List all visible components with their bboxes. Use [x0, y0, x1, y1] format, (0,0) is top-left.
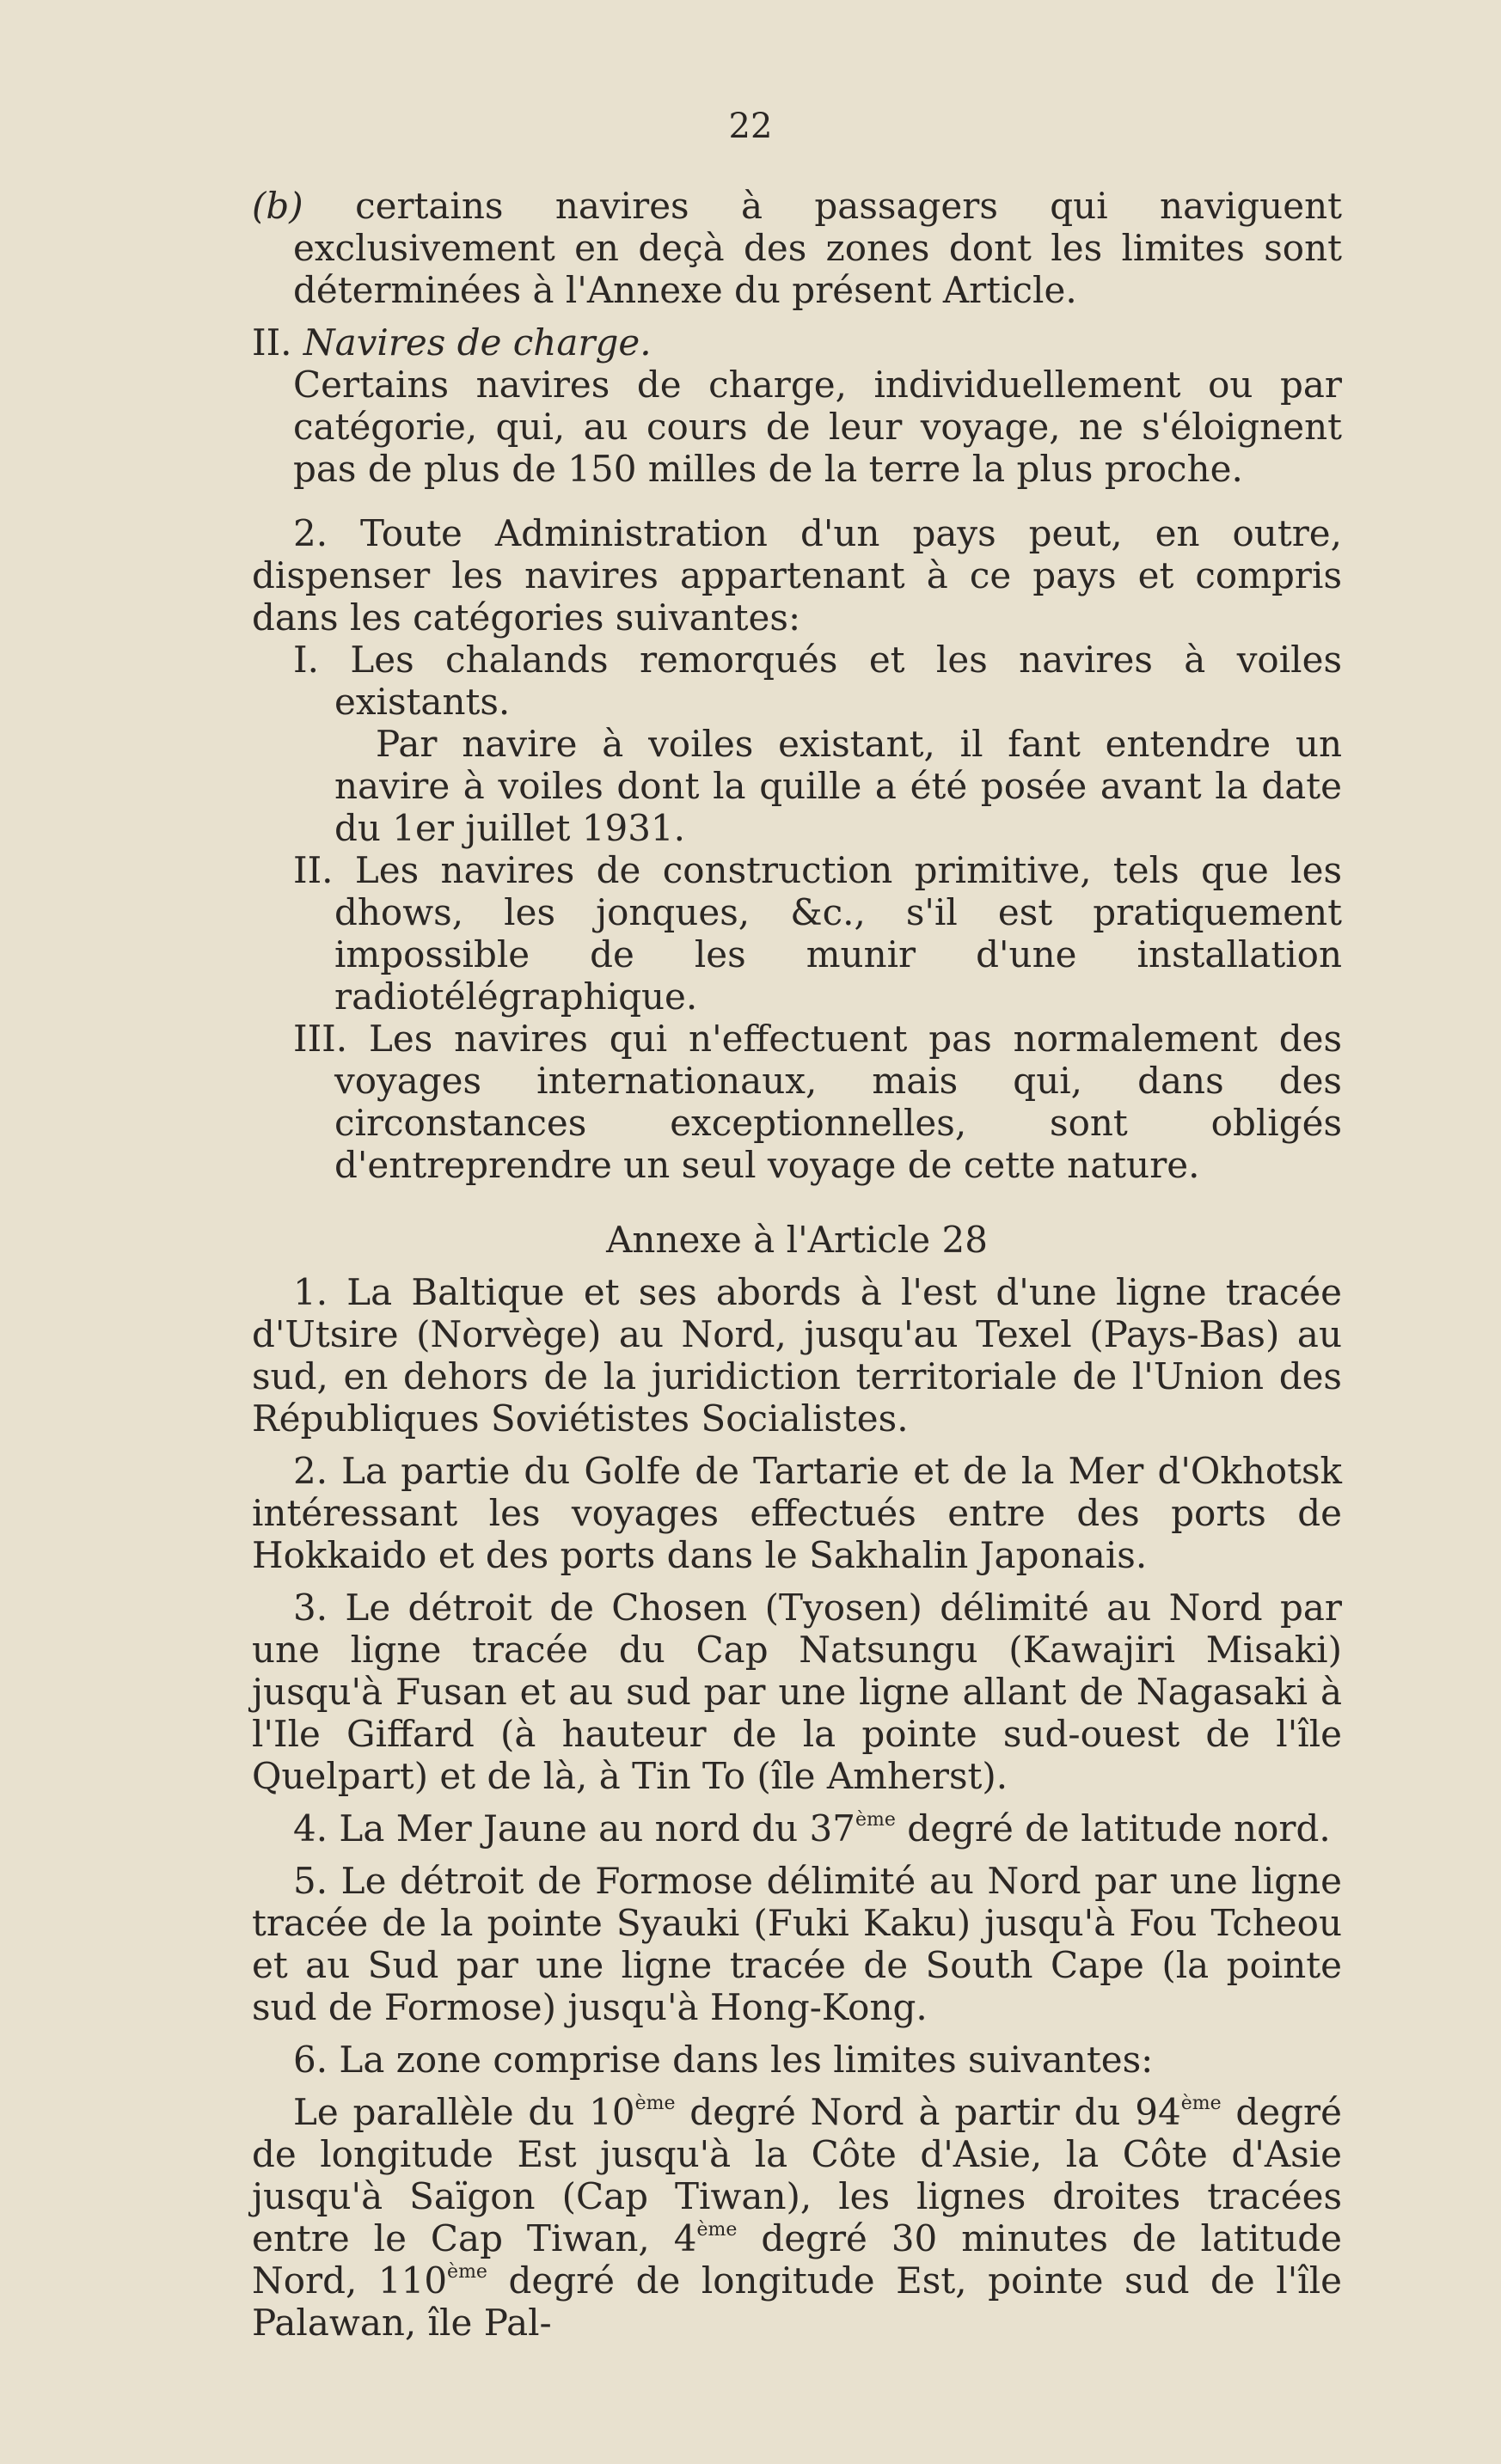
- annex-item-4-text: 4. La Mer Jaune au nord du 37: [293, 1807, 855, 1850]
- annex-item-1: 1. La Baltique et ses abords à l'est d'une ligne tracée d'Utsire (Norvège) au Nord, jusqu'au Texel (Pays-Bas) au sud, en dehors de la juridiction territoriale de l'Union des Républiques Soviétistes Socialistes.: [252, 1271, 1342, 1440]
- page-number: 22: [728, 107, 773, 146]
- section-ii-title: Navires de charge.: [303, 321, 652, 364]
- text-run: degré de longitude Est jusqu'à la Côte d'Asie, la Côte d'Asie jusqu'à Saïgon (Cap Tiwan), les lignes droites tracées entre le Cap Tiwan, 4: [252, 2091, 1342, 2259]
- paragraph-b-label: (b): [252, 185, 303, 227]
- annex-item-4: [252, 1807, 1342, 1850]
- text-run: degré de longitude Est, pointe sud de l'île Palawan, île Pal-: [252, 2259, 1342, 2344]
- annex-item-6-text: [252, 2091, 1342, 2344]
- text-run: Le parallèle du 10: [293, 2091, 635, 2133]
- body-text: [252, 185, 1342, 2344]
- superscript: ème: [1180, 2093, 1222, 2114]
- superscript: ème: [855, 1809, 896, 1831]
- text-run: degré 30 minutes de latitude Nord, 110: [252, 2217, 1342, 2302]
- superscript: ème: [634, 2093, 676, 2114]
- item-ii: II. Les navires de construction primitive, tels que les dhows, les jonques, &c., s'il est pratiquement impossible de les munir d'une installation radiotélégraphique.: [293, 849, 1342, 1018]
- annex-item-4-text-end: degré de latitude nord.: [895, 1807, 1331, 1850]
- annex-item-2: 2. La partie du Golfe de Tartarie et de la Mer d'Okhotsk intéressant les voyages effectués entre des ports de Hokkaido et des ports dans le Sakhalin Japonais.: [252, 1450, 1342, 1576]
- text-run: degré Nord à partir du 94: [675, 2091, 1181, 2133]
- paragraph-b: [252, 185, 1342, 311]
- annex-item-5: 5. Le détroit de Formose délimité au Nord par une ligne tracée de la pointe Syauki (Fuki Kaku) jusqu'à Fou Tcheou et au Sud par une ligne tracée de South Cape (la pointe sud de Formose) jusqu'à Hong-Kong.: [252, 1860, 1342, 2028]
- section-ii-label: II.: [252, 321, 292, 364]
- annex-item-6: 6. La zone comprise dans les limites suivantes:: [293, 2039, 1154, 2081]
- section-ii-heading: [252, 321, 1342, 364]
- item-iii: III. Les navires qui n'effectuent pas normalement des voyages internationaux, mais qui, dans des circonstances exceptionnelles, sont obligés d'entreprendre un seul voyage de cette nature.: [293, 1018, 1342, 1186]
- annex-heading: Annexe à l'Article 28: [606, 1219, 988, 1261]
- superscript: ème: [447, 2261, 487, 2283]
- superscript: ème: [696, 2219, 738, 2241]
- paragraph-2: 2. Toute Administration d'un pays peut, en outre, dispenser les navires appartenant à ce pays et compris dans les catégories suivantes:: [252, 512, 1342, 639]
- item-i-note: Par navire à voiles existant, il fant entendre un navire à voiles dont la quille a été posée avant la date du 1er juillet 1931.: [334, 723, 1342, 849]
- section-ii-text: Certains navires de charge, individuellement ou par catégorie, qui, au cours de leur voyage, ne s'éloignent pas de plus de 150 milles de la terre la plus proche.: [293, 364, 1342, 490]
- item-i: I. Les chalands remorqués et les navires à voiles existants.: [293, 639, 1342, 723]
- paragraph-b-text: certains navires à passagers qui naviguent exclusivement en deçà des zones dont les limites sont déterminées à l'Annexe du présent Article.: [293, 185, 1342, 311]
- annex-item-3: 3. Le détroit de Chosen (Tyosen) délimité au Nord par une ligne tracée du Cap Natsungu (Kawajiri Misaki) jusqu'à Fusan et au sud par une ligne allant de Nagasaki à l'Ile Giffard (à hauteur de la pointe sud-ouest de l'île Quelpart) et de là, à Tin To (île Amherst).: [252, 1587, 1342, 1797]
